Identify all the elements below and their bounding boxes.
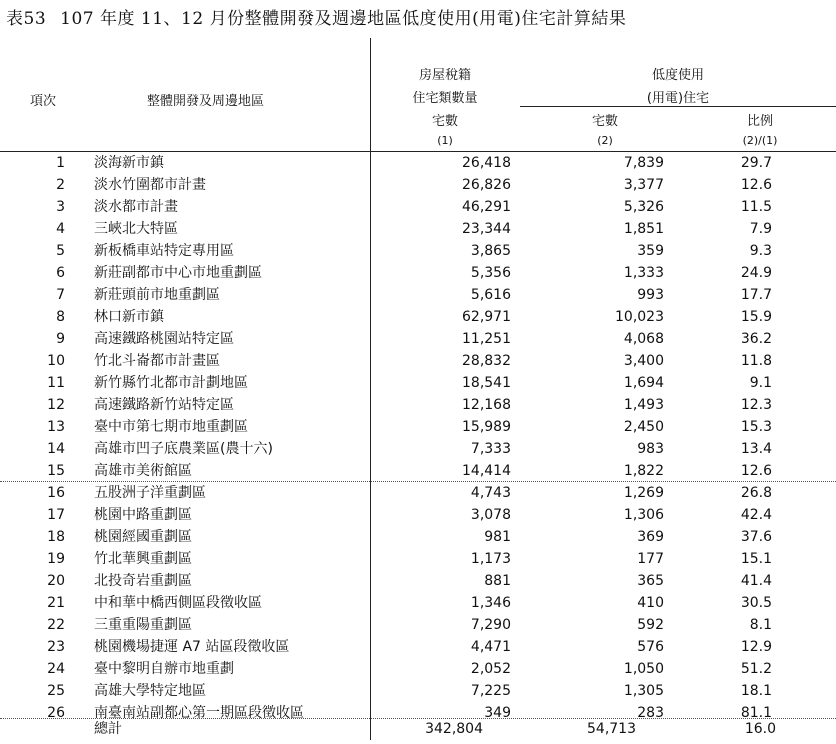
- total-ratio: 16.0: [744, 721, 776, 737]
- row-number: 5: [56, 243, 65, 259]
- row-number: 8: [56, 309, 65, 325]
- table-row: [0, 240, 836, 262]
- row-houses: 4,471: [470, 639, 511, 655]
- row-ratio: 41.4: [740, 573, 772, 589]
- row-area-name: 南臺南站副都心第一期區段徵收區: [94, 705, 304, 721]
- row-low-use: 5,326: [623, 199, 664, 215]
- row-area-name: 新莊頭前市地重劃區: [94, 287, 220, 303]
- row-number: 7: [56, 287, 65, 303]
- row-houses: 5,356: [470, 265, 511, 281]
- table-row: [0, 614, 836, 636]
- title-text: 107 年度 11、12 月份整體開發及週邊地區低度使用(用電)住宅計算結果: [60, 9, 627, 29]
- row-houses: 2,052: [470, 661, 511, 677]
- row-pad: [772, 372, 836, 394]
- header-col1-line1: 房屋稅籍: [418, 68, 471, 83]
- row-low-use: 359: [637, 243, 664, 259]
- row-houses: 18,541: [462, 375, 511, 391]
- row-ratio: 15.1: [740, 551, 772, 567]
- row-number: 13: [47, 419, 65, 435]
- row-ratio: 12.6: [740, 177, 772, 193]
- table-row: [0, 196, 836, 218]
- row-low-use: 283: [637, 705, 664, 721]
- header-col3: 比例: [746, 114, 773, 129]
- row-houses: 981: [484, 529, 511, 545]
- row-low-use: 1,694: [623, 375, 664, 391]
- row-pad: [772, 592, 836, 614]
- row-pad: [772, 504, 836, 526]
- row-pad: [772, 416, 836, 438]
- row-pad: [772, 636, 836, 658]
- row-number: 26: [47, 705, 65, 721]
- row-ratio: 24.9: [740, 265, 772, 281]
- row-houses: 46,291: [462, 199, 511, 215]
- group-underline: [520, 106, 836, 107]
- row-area-name: 竹北斗崙都市計畫區: [94, 353, 220, 369]
- row-pad: [772, 680, 836, 702]
- row-low-use: 410: [637, 595, 664, 611]
- row-ratio: 18.1: [740, 683, 772, 699]
- table-row: [0, 636, 836, 658]
- row-ratio: 12.9: [740, 639, 772, 655]
- row-number: 15: [47, 463, 65, 479]
- row-area-name: 五股洲子洋重劃區: [94, 485, 206, 501]
- header-no: 項次: [30, 94, 57, 109]
- row-area-name: 新板橋車站特定專用區: [94, 243, 234, 259]
- row-area-name: 高雄市凹子底農業區(農十六): [94, 441, 273, 457]
- row-area-name: 高雄市美術館區: [94, 463, 192, 479]
- row-low-use: 983: [637, 441, 664, 457]
- table-row: [0, 350, 836, 372]
- row-ratio: 42.4: [740, 507, 772, 523]
- row-pad: [772, 460, 836, 482]
- row-low-use: 10,023: [615, 309, 664, 325]
- total-houses: 342,804: [425, 721, 483, 737]
- row-ratio: 81.1: [740, 705, 772, 721]
- row-area-name: 臺中黎明自辦市地重劃: [94, 661, 234, 677]
- row-houses: 26,418: [462, 155, 511, 171]
- row-houses: 11,251: [462, 331, 511, 347]
- row-area-name: 新竹縣竹北都市計劃地區: [94, 375, 248, 391]
- row-ratio: 11.5: [740, 199, 772, 215]
- row-ratio: 9.3: [749, 243, 772, 259]
- row-low-use: 1,333: [623, 265, 664, 281]
- table-row: [0, 482, 836, 504]
- row-number: 19: [47, 551, 65, 567]
- row-pad: [772, 548, 836, 570]
- header-col2: 宅數: [591, 114, 618, 129]
- table-row: [0, 570, 836, 592]
- row-area-name: 三重重陽重劃區: [94, 617, 192, 633]
- row-area-name: 桃園中路重劃區: [94, 507, 192, 523]
- row-number: 1: [56, 155, 65, 171]
- row-pad: [772, 218, 836, 240]
- row-area-name: 淡水竹圍都市計畫: [94, 177, 206, 193]
- row-ratio: 12.3: [740, 397, 772, 413]
- row-low-use: 369: [637, 529, 664, 545]
- row-ratio: 36.2: [740, 331, 772, 347]
- row-number: 11: [47, 375, 65, 391]
- table-row: [0, 372, 836, 394]
- group-separator: [0, 481, 836, 482]
- row-number: 25: [47, 683, 65, 699]
- row-area-name: 中和華中橋西側區段徵收區: [94, 595, 262, 611]
- row-number: 9: [56, 331, 65, 347]
- row-pad: [772, 262, 836, 284]
- row-pad: [772, 658, 836, 680]
- total-low: 54,713: [587, 721, 636, 737]
- row-low-use: 1,306: [623, 507, 664, 523]
- row-houses: 7,333: [470, 441, 511, 457]
- row-houses: 7,225: [470, 683, 511, 699]
- row-pad: [772, 240, 836, 262]
- row-pad: [772, 526, 836, 548]
- row-number: 17: [47, 507, 65, 523]
- row-houses: 3,865: [470, 243, 511, 259]
- row-ratio: 9.1: [749, 375, 772, 391]
- total-row: [0, 718, 836, 740]
- table-row: [0, 680, 836, 702]
- total-label: 總計: [94, 721, 122, 737]
- row-area-name: 林口新市鎮: [94, 309, 164, 325]
- row-pad: [772, 152, 836, 174]
- row-houses: 15,989: [462, 419, 511, 435]
- table-row: [0, 548, 836, 570]
- row-area-name: 高雄大學特定地區: [94, 683, 206, 699]
- row-area-name: 淡水都市計畫: [94, 199, 178, 215]
- row-low-use: 576: [637, 639, 664, 655]
- row-number: 3: [56, 199, 65, 215]
- row-number: 21: [47, 595, 65, 611]
- row-houses: 349: [484, 705, 511, 721]
- row-low-use: 592: [637, 617, 664, 633]
- row-pad: [772, 284, 836, 306]
- row-pad: [772, 328, 836, 350]
- row-number: 22: [47, 617, 65, 633]
- row-houses: 1,346: [470, 595, 511, 611]
- row-pad: [772, 350, 836, 372]
- row-ratio: 15.9: [740, 309, 772, 325]
- table-row: [0, 328, 836, 350]
- row-number: 16: [47, 485, 65, 501]
- row-area-name: 高速鐵路新竹站特定區: [94, 397, 234, 413]
- row-houses: 4,743: [470, 485, 511, 501]
- row-houses: 3,078: [470, 507, 511, 523]
- row-ratio: 11.8: [740, 353, 772, 369]
- table-row: [0, 592, 836, 614]
- header-col1-line3: 宅數: [431, 114, 458, 129]
- table-title: [6, 4, 626, 29]
- row-area-name: 三峽北大特區: [94, 221, 178, 237]
- row-number: 20: [47, 573, 65, 589]
- row-ratio: 13.4: [740, 441, 772, 457]
- table-row: [0, 218, 836, 240]
- row-low-use: 1,851: [623, 221, 664, 237]
- row-area-name: 北投奇岩重劃區: [94, 573, 192, 589]
- row-low-use: 365: [637, 573, 664, 589]
- row-low-use: 1,493: [623, 397, 664, 413]
- row-area-name: 淡海新市鎮: [94, 155, 164, 171]
- data-table: [0, 152, 836, 724]
- table-row: [0, 460, 836, 482]
- row-low-use: 1,822: [623, 463, 664, 479]
- table-row: [0, 526, 836, 548]
- row-pad: [772, 306, 836, 328]
- row-number: 10: [47, 353, 65, 369]
- row-low-use: 1,050: [623, 661, 664, 677]
- row-houses: 23,344: [462, 221, 511, 237]
- header-area: 整體開發及周邊地區: [147, 94, 265, 109]
- table-row: [0, 658, 836, 680]
- row-area-name: 桃園經國重劃區: [94, 529, 192, 545]
- row-number: 2: [56, 177, 65, 193]
- row-low-use: 4,068: [623, 331, 664, 347]
- table-row: [0, 262, 836, 284]
- row-area-name: 臺中市第七期市地重劃區: [94, 419, 248, 435]
- row-houses: 5,616: [470, 287, 511, 303]
- table-row: [0, 284, 836, 306]
- row-number: 18: [47, 529, 65, 545]
- header-col3-code: (2)/(1): [742, 134, 778, 147]
- row-area-name: 桃園機場捷運 A7 站區段徵收區: [94, 639, 290, 655]
- row-area-name: 高速鐵路桃園站特定區: [94, 331, 234, 347]
- header-group-line1: 低度使用: [651, 68, 704, 83]
- header-col1-code: (1): [437, 134, 453, 147]
- table-row: [0, 438, 836, 460]
- table-code: 表53: [6, 9, 47, 29]
- row-ratio: 26.8: [740, 485, 772, 501]
- row-ratio: 15.3: [740, 419, 772, 435]
- row-ratio: 8.1: [749, 617, 772, 633]
- row-number: 12: [47, 397, 65, 413]
- row-number: 24: [47, 661, 65, 677]
- row-number: 6: [56, 265, 65, 281]
- row-area-name: 新莊副都市中心市地重劃區: [94, 265, 262, 281]
- table-row: [0, 394, 836, 416]
- table-row: [0, 504, 836, 526]
- row-low-use: 2,450: [623, 419, 664, 435]
- row-pad: [772, 614, 836, 636]
- row-houses: 14,414: [462, 463, 511, 479]
- header-col1-line2: 住宅類數量: [412, 91, 478, 106]
- row-low-use: 993: [637, 287, 664, 303]
- header-col2-code: (2): [597, 134, 613, 147]
- row-low-use: 7,839: [623, 155, 664, 171]
- row-low-use: 3,400: [623, 353, 664, 369]
- row-ratio: 51.2: [740, 661, 772, 677]
- header-group-line2: (用電)住宅: [646, 91, 710, 106]
- row-pad: [772, 482, 836, 504]
- row-ratio: 12.6: [740, 463, 772, 479]
- row-ratio: 17.7: [740, 287, 772, 303]
- row-number: 4: [56, 221, 65, 237]
- table-row: [0, 174, 836, 196]
- row-low-use: 1,269: [623, 485, 664, 501]
- row-ratio: 7.9: [749, 221, 772, 237]
- table-row: [0, 416, 836, 438]
- row-houses: 26,826: [462, 177, 511, 193]
- row-houses: 7,290: [470, 617, 511, 633]
- row-number: 23: [47, 639, 65, 655]
- row-pad: [772, 570, 836, 592]
- row-low-use: 1,305: [623, 683, 664, 699]
- row-pad: [772, 174, 836, 196]
- row-houses: 1,173: [470, 551, 511, 567]
- row-area-name: 竹北華興重劃區: [94, 551, 192, 567]
- row-ratio: 30.5: [740, 595, 772, 611]
- row-pad: [772, 394, 836, 416]
- row-ratio: 29.7: [740, 155, 772, 171]
- row-low-use: 3,377: [623, 177, 664, 193]
- row-houses: 62,971: [462, 309, 511, 325]
- table-row: [0, 306, 836, 328]
- row-houses: 881: [484, 573, 511, 589]
- row-houses: 28,832: [462, 353, 511, 369]
- row-low-use: 177: [637, 551, 664, 567]
- row-ratio: 37.6: [740, 529, 772, 545]
- table-row: [0, 152, 836, 174]
- row-number: 14: [47, 441, 65, 457]
- row-houses: 12,168: [462, 397, 511, 413]
- row-pad: [772, 196, 836, 218]
- row-pad: [772, 438, 836, 460]
